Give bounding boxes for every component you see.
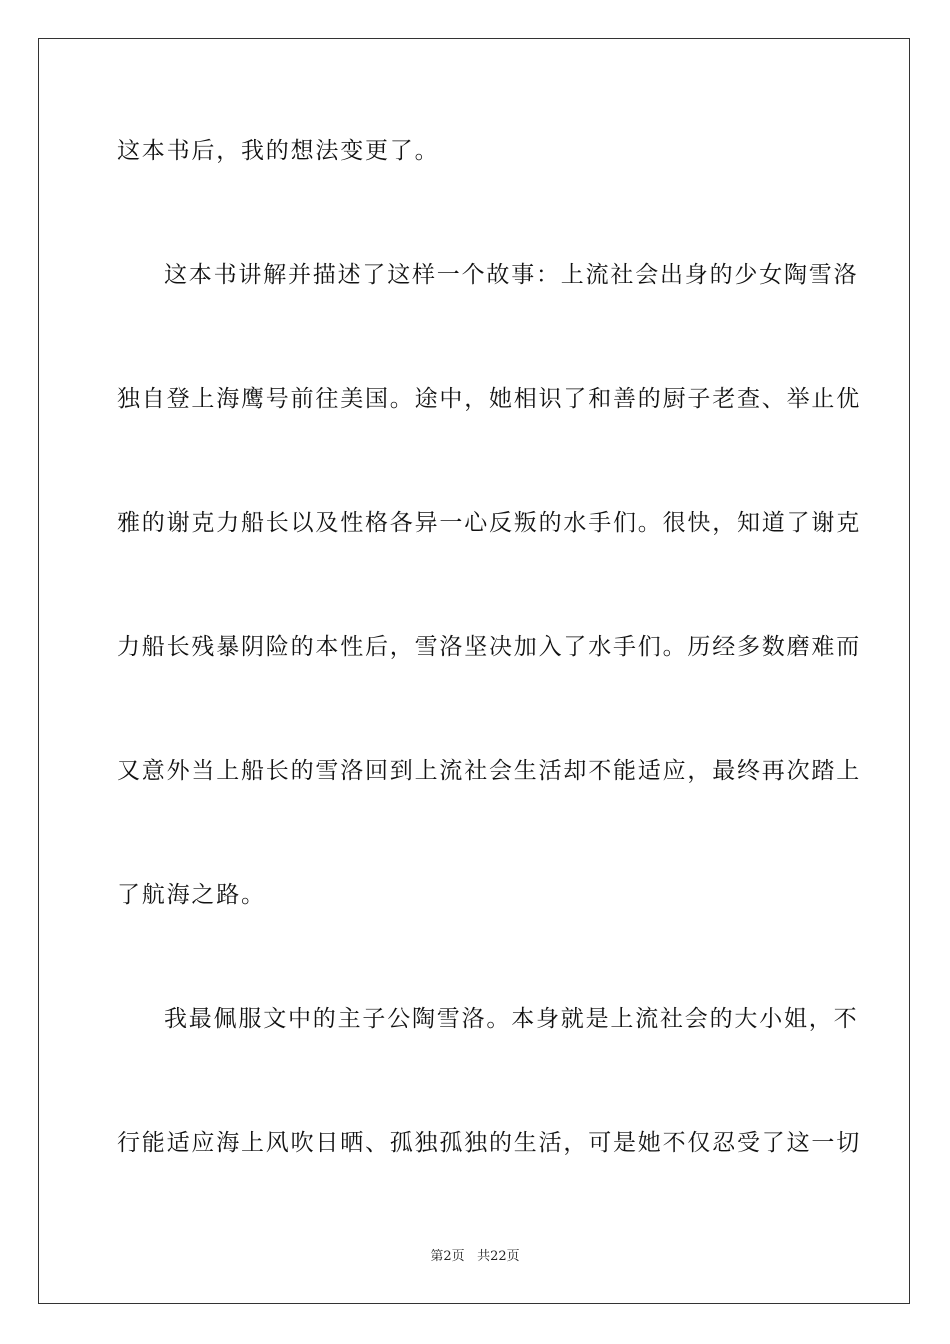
page-footer <box>0 1248 950 1266</box>
paragraph-line: 独自登上海鹰号前往美国。途中，她相识了和善的厨子老查、举止优 <box>117 386 861 412</box>
paragraph-line: 这本书讲解并描述了这样一个故事：上流社会出身的少女陶雪洛 <box>164 262 859 288</box>
paragraph-line: 了航海之路。 <box>117 882 266 908</box>
paragraph-line: 雅的谢克力船长以及性格各异一心反叛的水手们。很快，知道了谢克 <box>117 510 861 536</box>
paragraph-line: 行能适应海上风吹日晒、孤独孤独的生活，可是她不仅忍受了这一切 <box>117 1130 861 1156</box>
paragraph-line: 又意外当上船长的雪洛回到上流社会生活却不能适应，最终再次踏上 <box>117 758 861 784</box>
page-border <box>38 38 910 1304</box>
total-label-suffix: 页 <box>506 1249 520 1264</box>
total-label-prefix: 共 <box>477 1249 491 1264</box>
paragraph-line: 我最佩服文中的主子公陶雪洛。本身就是上流社会的大小姐，不 <box>164 1006 859 1032</box>
total-pages: 22 <box>490 1249 507 1264</box>
page-label-suffix: 页 <box>451 1249 465 1264</box>
paragraph-line: 这本书后，我的想法变更了。 <box>117 138 440 164</box>
page-number: 2 <box>443 1249 452 1264</box>
page-label-prefix: 第 <box>430 1249 444 1264</box>
paragraph-line: 力船长残暴阴险的本性后，雪洛坚决加入了水手们。历经多数磨难而 <box>117 634 861 660</box>
